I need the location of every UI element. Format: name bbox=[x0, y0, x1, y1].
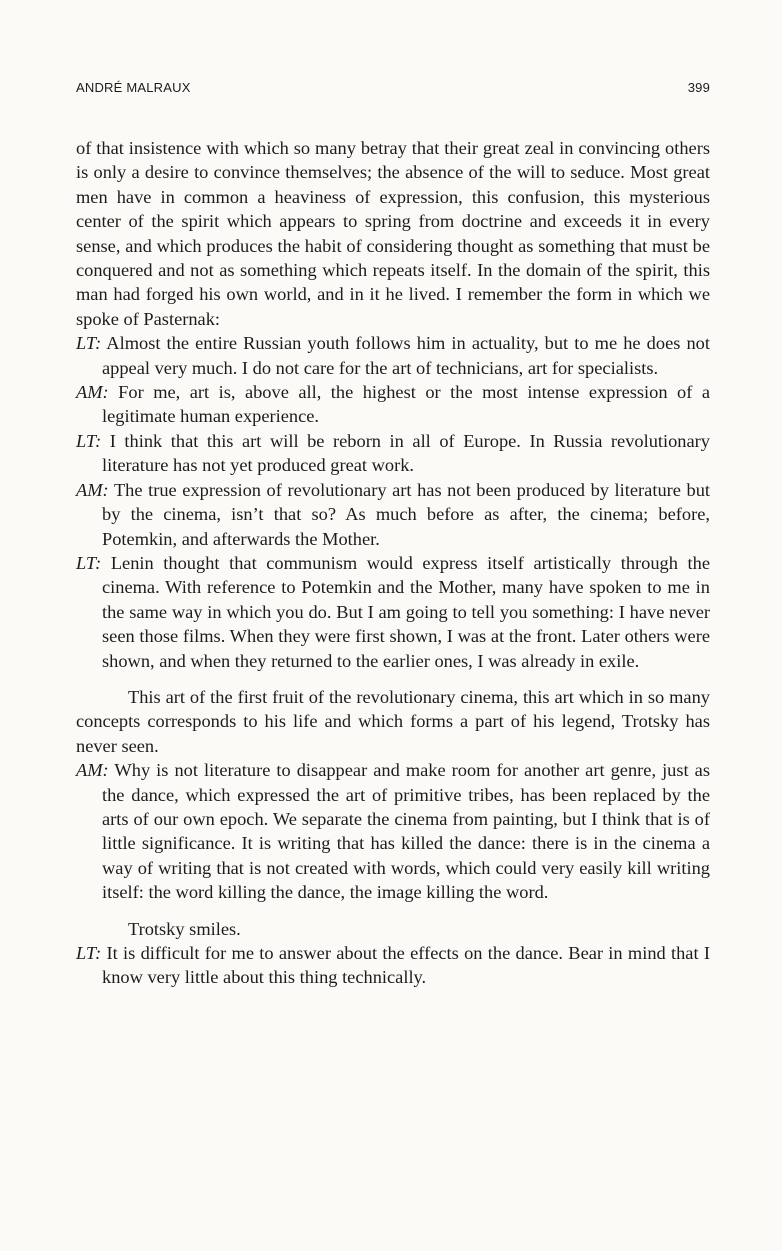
dialogue-line bbox=[76, 429, 710, 478]
dialogue-line bbox=[76, 380, 710, 429]
dialogue-line bbox=[76, 941, 710, 990]
speaker-label: LT: bbox=[76, 552, 102, 573]
speaker-label: AM: bbox=[76, 760, 109, 781]
dialogue-text: The true expression of revolutionary art has not been produced by literature but by the cinema, isn’t that so? As much before as after, the cinema; before, Potemkin, and afterwards the Mother. bbox=[102, 479, 711, 549]
paragraph: Trotsky smiles. bbox=[128, 918, 241, 939]
dialogue-line bbox=[76, 551, 710, 673]
speaker-label: LT: bbox=[76, 333, 102, 354]
page-number: 399 bbox=[687, 80, 710, 95]
speaker-label: LT: bbox=[76, 943, 102, 963]
paragraph: This art of the first fruit of the revolutionary cinema, this art which in so many concepts corresponds to his life and which forms a part of his legend, Trotsky has never seen. bbox=[76, 686, 710, 756]
dialogue-text: It is difficult for me to answer about the effects on the dance. Bear in mind that I know very little about this thing technically. bbox=[102, 943, 710, 988]
dialogue-line bbox=[76, 758, 710, 904]
speaker-label: AM: bbox=[76, 382, 109, 403]
dialogue-text: Almost the entire Russian youth follows him in actuality, but to me he does not appeal very much. I do not care for the art of technicians, art for specialists. bbox=[102, 333, 710, 378]
speaker-label: LT: bbox=[76, 430, 102, 451]
running-head: ANDRÉ MALRAUX bbox=[76, 80, 191, 95]
dialogue-text: Lenin thought that communism would express itself artistically through the cinema. With reference to Potemkin and the Mother, many have spoken to me in the same way in which you do. But I am going to tell you something: I have never seen those films. When they were first shown, I was at the front. Later others were shown, and when they returned to the earlier ones, I was already in exile. bbox=[102, 552, 710, 671]
dialogue-text: For me, art is, above all, the highest or the most intense expression of a legitimate human experience. bbox=[102, 382, 710, 427]
dialogue-line bbox=[76, 331, 710, 380]
paragraph: of that insistence with which so many betray that their great zeal in convincing others is only a desire to convince themselves; the absence of the will to seduce. Most great men have in common a heaviness of expression, this confusion, this mysterious center of the spirit which appears to spring from doctrine and exceeds it in every sense, and which produces the habit of considering thought as something that must be conquered and not as something which repeats itself. In the domain of the spirit, this man had forged his own world, and in it he lived. I remember the form in which we spoke of Pasternak: bbox=[76, 138, 710, 329]
body-text bbox=[76, 136, 710, 990]
dialogue-text: I think that this art will be reborn in all of Europe. In Russia revolutionary literature has not yet produced great work. bbox=[102, 430, 710, 476]
dialogue-line bbox=[76, 478, 710, 551]
page-header bbox=[76, 80, 710, 102]
dialogue-text: Why is not literature to disappear and make room for another art genre, just as the dance, which expressed the art of primitive tribes, has been replaced by the arts of our own epoch. We separate the cinema from painting, but I think that is of little significance. It is writing that has killed the dance: there is in the cinema a way of writing that is not created with words, which could very easily kill writing itself: the word killing the dance, the image killing the word. bbox=[102, 760, 710, 903]
speaker-label: AM: bbox=[76, 479, 109, 500]
